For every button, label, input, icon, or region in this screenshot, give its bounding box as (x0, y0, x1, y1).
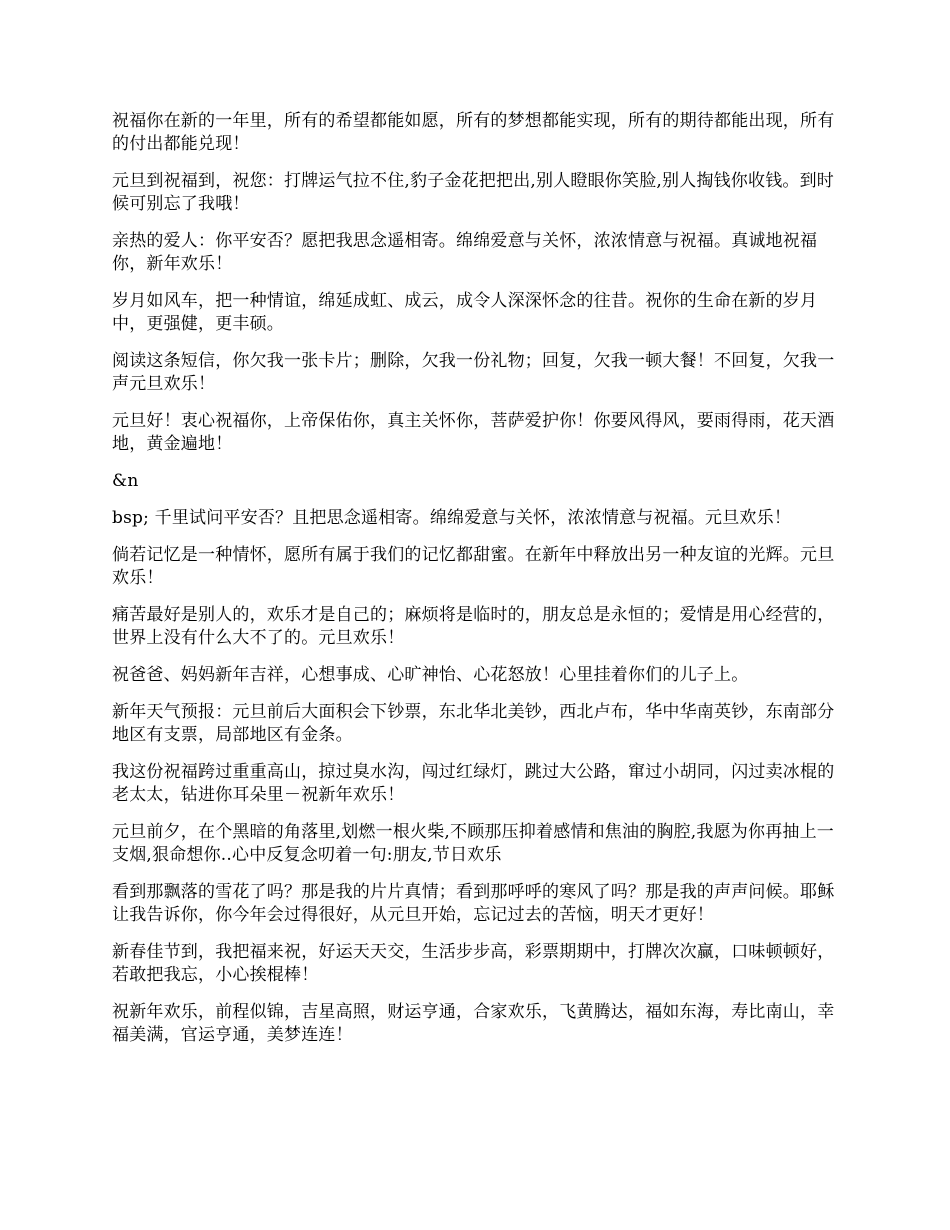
paragraph-17: 祝新年欢乐，前程似锦，吉星高照，财运亨通，合家欢乐，飞黄腾达，福如东海，寿比南山，幸福美满，官运亨通，美梦连连！ (112, 1002, 835, 1045)
paragraph-3: 亲热的爱人：你平安否？愿把我思念遥相寄。绵绵爱意与关怀，浓浓情意与祝福。真诚地祝福你，新年欢乐！ (112, 231, 818, 274)
paragraph-12: 新年天气预报：元旦前后大面积会下钞票，东北华北美钞，西北卢布，华中华南英钞，东南部分地区有支票，局部地区有金条。 (112, 702, 835, 745)
paragraph-1: 祝福你在新的一年里，所有的希望都能如愿，所有的梦想都能实现，所有的期待都能出现，所有的付出都能兑现！ (112, 111, 835, 154)
paragraph-6: 元旦好！衷心祝福你，上帝保佑你，真主关怀你，菩萨爱护你！你要风得风，要雨得雨，花天酒地，黄金遍地！ (112, 411, 835, 454)
paragraph-13: 我这份祝福跨过重重高山，掠过臭水沟，闯过红绿灯，跳过大公路，窜过小胡同，闪过卖冰棍的老太太，钻进你耳朵里－祝新年欢乐！ (112, 762, 835, 805)
paragraph-4: 岁月如风车，把一种情谊，绵延成虹、成云，成令人深深怀念的往昔。祝你的生命在新的岁月中，更强健，更丰硕。 (112, 291, 818, 334)
paragraph-5: 阅读这条短信，你欠我一张卡片；删除，欠我一份礼物；回复，欠我一顿大餐！不回复，欠我一声元旦欢乐！ (112, 351, 835, 394)
paragraph-2: 元旦到祝福到，祝您：打牌运气拉不住,豹子金花把把出,别人瞪眼你笑脸,别人掏钱你收钱。到时候可别忘了我哦！ (112, 171, 835, 214)
paragraph-8: bsp; 千里试问平安否？且把思念遥相寄。绵绵爱意与关怀，浓浓情意与祝福。元旦欢乐！ (112, 508, 792, 528)
paragraph-16: 新春佳节到，我把福来祝，好运天天交，生活步步高，彩票期期中，打牌次次赢，口味顿顿好，若敢把我忘，小心挨棍棒！ (112, 942, 835, 985)
paragraph-15: 看到那飘落的雪花了吗？那是我的片片真情；看到那呼呼的寒风了吗？那是我的声声问候。耶稣让我告诉你，你今年会过得很好，从元旦开始，忘记过去的苦恼，明天才更好！ (112, 882, 835, 925)
paragraph-14: 元旦前夕，在个黑暗的角落里,划燃一根火柴,不顾那压抑着感情和焦油的胸腔,我愿为你再抽上一支烟,狠命想你..心中反复念叨着一句:朋友,节日欢乐 (112, 822, 835, 865)
document-body (112, 110, 842, 1061)
paragraph-11: 祝爸爸、妈妈新年吉祥，心想事成、心旷神怡、心花怒放！心里挂着你们的儿子上。 (112, 665, 749, 685)
paragraph-7: &n (112, 471, 139, 491)
paragraph-9: 倘若记忆是一种情怀，愿所有属于我们的记忆都甜蜜。在新年中释放出另一种友谊的光辉。元旦欢乐！ (112, 545, 835, 588)
paragraph-10: 痛苦最好是别人的，欢乐才是自己的；麻烦将是临时的，朋友总是永恒的；爱情是用心经营的，世界上没有什么大不了的。元旦欢乐！ (112, 605, 835, 648)
